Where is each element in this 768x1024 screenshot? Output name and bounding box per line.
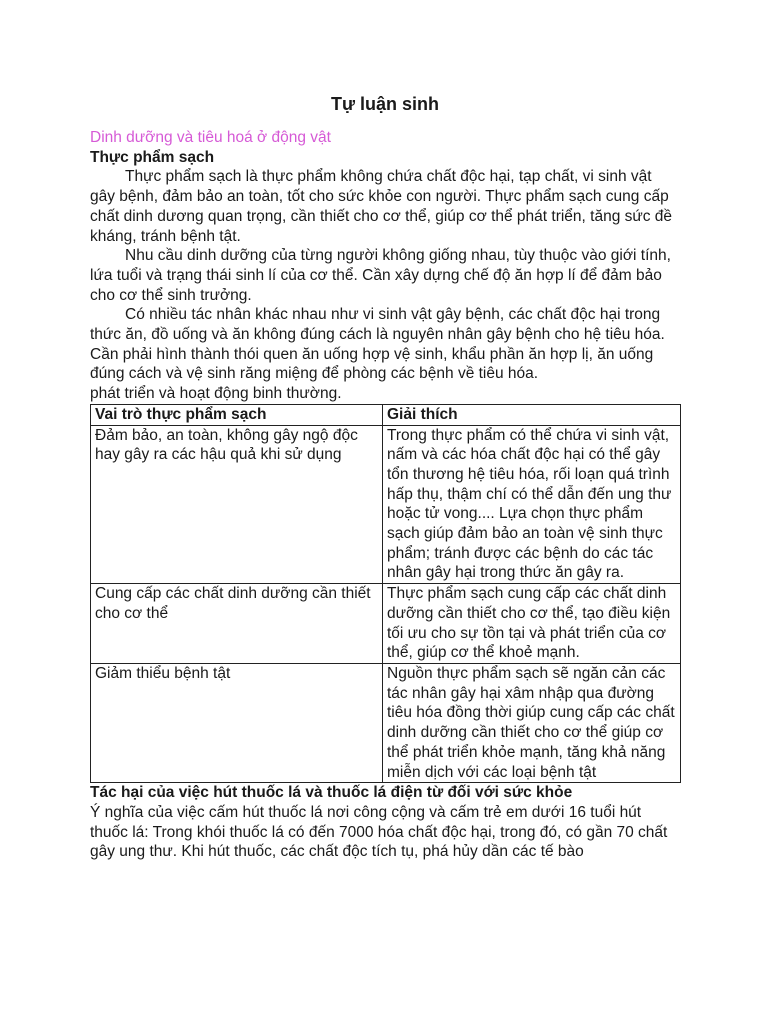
paragraph-smoking: Ý nghĩa của việc cấm hút thuốc lá nơi công cộng và cấm trẻ em dưới 16 tuổi hút thuốc lá: Trong khói thuốc lá có đến 7000 hóa chất độc hại, trong đó, có gần 70 chất gây ung thư. Khi hút thuốc, các chất độc tích tụ, phá hủy dần các tế bào xyxy=(90,803,668,861)
table-cell-explanation: Nguồn thực phẩm sạch sẽ ngăn cản các tác nhân gây hại xâm nhập qua đường tiêu hóa đồng thời giúp cung cấp các chất dinh dưỡng cần thiết cho cơ thể giúp cơ thể phát triển khỏe mạnh, tăng khả năng miễn dịch với các loại bệnh tật xyxy=(383,663,681,782)
sub-heading-clean-food: Thực phẩm sạch xyxy=(90,148,215,166)
sub-heading-smoking-harm: Tác hại của việc hút thuốc lá và thuốc lá điện từ đối với sức khỏe xyxy=(90,784,573,802)
table-header-row xyxy=(91,404,681,425)
paragraph-nutrition-needs: Nhu cầu dinh dưỡng của từng người không giống nhau, tùy thuộc vào giới tính, lứa tuổi và trạng thái sinh lí của cơ thể. Cần xây dựng chế độ ăn hợp lí để đảm bảo cho cơ thể sinh trưởng. xyxy=(90,247,671,304)
paragraph-definition: Thực phẩm sạch là thực phẩm không chứa chất độc hại, tạp chất, vi sinh vật gây bệnh, đảm bảo an toàn, tốt cho sức khỏe con người. Thực phẩm sạch cung cấp chất dinh dương quan trọng, cần thiết cho cơ thể, giúp cơ thể phát triển, tăng sức đề kháng, tránh bệnh tật. xyxy=(90,168,673,245)
table-cell-role: Cung cấp các chất dinh dưỡng cần thiết cho cơ thể xyxy=(91,584,383,664)
table-header-explanation: Giải thích xyxy=(383,404,681,425)
table-row xyxy=(91,663,681,782)
table-cell-explanation: Thực phẩm sạch cung cấp các chất dinh dưỡng cần thiết cho cơ thể, tạo điều kiện tối ưu cho sự tồn tại và phát triển của cơ thể, giúp cơ thể khoẻ mạnh. xyxy=(383,584,681,664)
table-row xyxy=(91,584,681,664)
document-page xyxy=(90,92,680,862)
paragraph-digestive-diseases: Có nhiều tác nhân khác nhau như vi sinh vật gây bệnh, các chất độc hại trong thức ăn, đồ uống và ăn không đúng cách là nguyên nhân gây bệnh cho hệ tiêu hóa. Cần phải hình thành thói quen ăn uống hợp vệ sinh, khẩu phần ăn hợp lị, ăn uống đúng cách và vệ sinh răng miệng để phòng các bệnh về tiêu hóa. xyxy=(90,306,665,383)
fragment-line: phát triển và hoạt động binh thường. xyxy=(90,385,342,403)
table-cell-explanation: Trong thực phẩm có thể chứa vi sinh vật, nấm và các hóa chất độc hại có thể gây tổn thương hệ tiêu hóa, rối loạn quá trình hấp thụ, thậm chí có thể dẫn đến ung thư hoặc tử vong.... Lựa chọn thực phẩm sạch giúp đảm bảo an toàn vệ sinh thực phẩm; tránh được các bệnh do các tác nhân gây hại trong thức ăn gây ra. xyxy=(383,425,681,584)
document-title: Tự luận sinh xyxy=(330,94,440,114)
table-row xyxy=(91,425,681,584)
section-heading: Dinh dưỡng và tiêu hoá ở động vật xyxy=(90,129,331,146)
table-cell-role: Giảm thiểu bệnh tật xyxy=(91,663,383,782)
table-cell-role: Đảm bảo, an toàn, không gây ngộ độc hay gây ra các hậu quả khi sử dụng xyxy=(91,425,383,584)
roles-table xyxy=(90,404,681,783)
table-header-role: Vai trò thực phẩm sạch xyxy=(91,404,383,425)
